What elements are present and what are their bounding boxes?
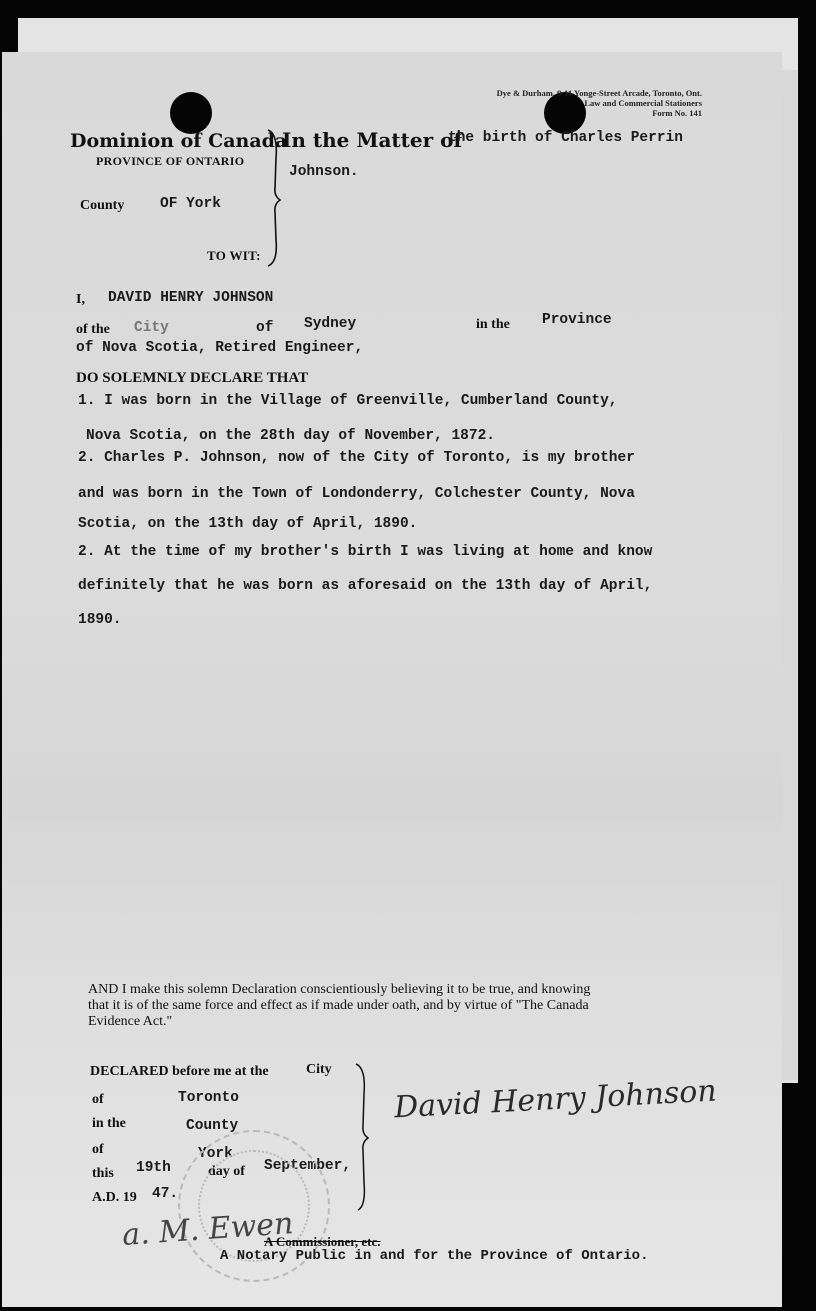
stationer-line: Dye & Durham, 9-11 Yonge-Street Arcade, Toronto, Ont. [496, 88, 702, 98]
stationer-line: Law and Commercial Stationers [584, 98, 702, 108]
matter-text: the birth of Charles Perrin [448, 130, 683, 146]
notary-line: A Notary Public in and for the Province of Ontario. [220, 1248, 649, 1264]
declaration-line: Scotia, on the 13th day of April, 1890. [78, 516, 418, 532]
declared-city: City [306, 1062, 332, 1077]
declaration-line: 2. At the time of my brother's birth I was living at home and know [78, 544, 653, 560]
of-label: of [256, 320, 274, 336]
place-value: Sydney [304, 316, 357, 332]
dominion-heading: Dominion of Canada [70, 130, 288, 152]
declare-heading: DO SOLEMNLY DECLARE THAT [76, 370, 309, 386]
closing-statement [88, 982, 590, 1030]
city-value: Toronto [178, 1090, 239, 1106]
day-value: 19th [136, 1160, 171, 1176]
closing-line: that it is of the same force and effect as if made under oath, and by virtue of "The Canada [88, 998, 589, 1013]
declaration-line: 2. Charles P. Johnson, now of the City of Toronto, is my brother [78, 450, 635, 466]
year-value: 47. [152, 1186, 179, 1202]
declared-label: DECLARED before me at the [90, 1064, 269, 1079]
closing-line: Evidence Act." [88, 1014, 173, 1029]
stationer-imprint [442, 88, 702, 118]
county-label: County [80, 198, 125, 213]
matter-heading: In the Matter of [282, 128, 463, 152]
declaration-line: 1. I was born in the Village of Greenville, Cumberland County, [78, 393, 618, 409]
closing-line: AND I make this solemn Declaration conscientiously believing it to be true, and knowing [88, 982, 591, 997]
i-label: I, [76, 292, 85, 307]
stationer-line: Form No. 141 [652, 108, 702, 118]
county-value: County [186, 1118, 239, 1134]
to-wit-label: TO WIT: [207, 248, 261, 263]
declaration-line: definitely that he was born as aforesaid on the 13th day of April, [78, 578, 653, 594]
declaration-form [2, 52, 782, 1307]
this-label: this [92, 1166, 114, 1181]
of-label: of [92, 1142, 104, 1157]
place-type: City [134, 320, 169, 336]
day-of-label: day of [208, 1164, 245, 1179]
county-name: York [198, 1146, 233, 1162]
matter-text: Johnson. [289, 164, 359, 180]
declaration-line: 1890. [78, 612, 122, 628]
commissioner-initials: a. M. Ewen [120, 1206, 295, 1253]
declarant-signature: David Henry Johnson [393, 1073, 718, 1126]
declarant-line2: of Nova Scotia, Retired Engineer, [76, 340, 364, 356]
province-heading: PROVINCE OF ONTARIO [96, 154, 245, 168]
of-the-label: of the [76, 322, 110, 337]
declaration-line: and was born in the Town of Londonderry, Colchester County, Nova [78, 486, 635, 502]
declarant-name: DAVID HENRY JOHNSON [108, 290, 274, 306]
month-value: September, [264, 1158, 352, 1174]
ad-label: A.D. 19 [92, 1190, 137, 1205]
header-brace [264, 128, 284, 268]
in-the-label: in the [92, 1116, 126, 1131]
declaration-line: Nova Scotia, on the 28th day of November, 1872. [86, 428, 495, 444]
jurat-brace [352, 1062, 372, 1212]
county-value: OF York [160, 196, 221, 212]
region-value: Province [542, 312, 612, 328]
in-the-label: in the [476, 317, 510, 332]
commissioner-struck: A Commissioner, etc. [264, 1234, 381, 1249]
punch-hole [170, 92, 212, 134]
of-label: of [92, 1092, 104, 1107]
